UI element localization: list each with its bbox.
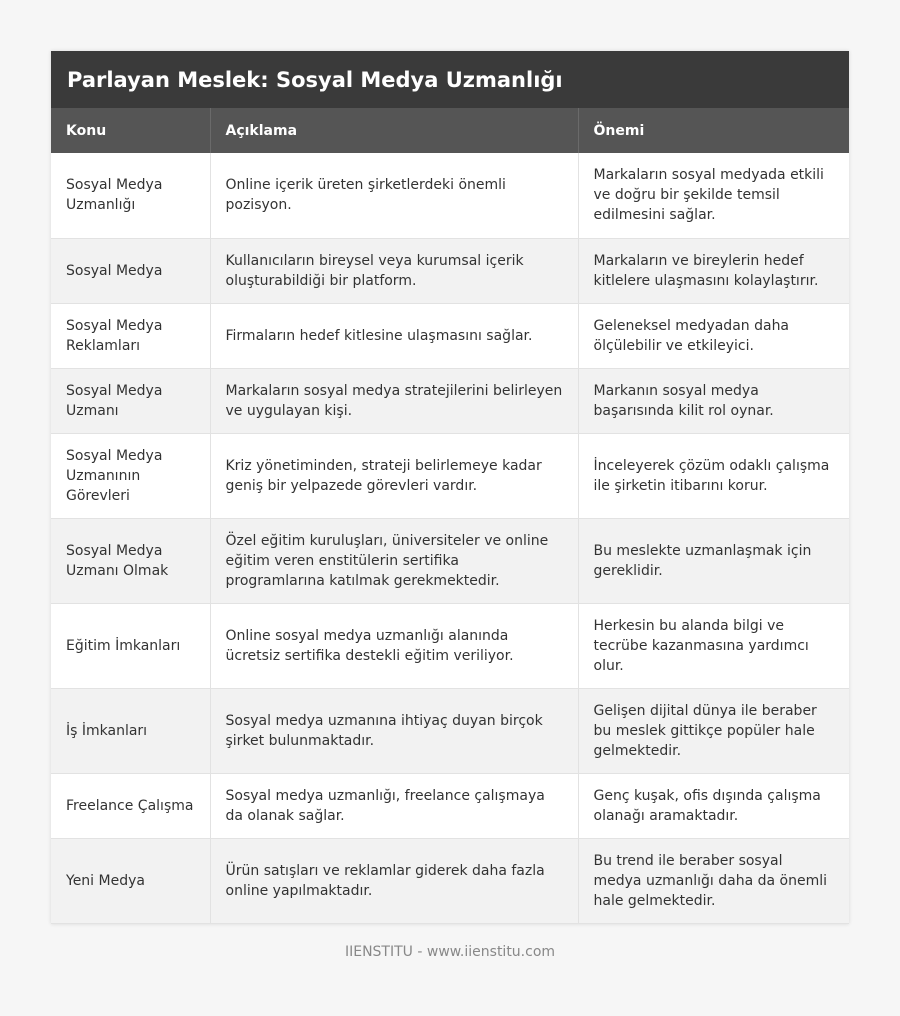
cell-onemi: Markaların sosyal medyada etkili ve doğru bir şekilde temsil edilmesini sağlar. xyxy=(578,153,849,238)
table-row xyxy=(51,368,849,433)
cell-onemi: Markaların ve bireylerin hedef kitlelere ulaşmasını kolaylaştırır. xyxy=(578,238,849,303)
page-title: Parlayan Meslek: Sosyal Medya Uzmanlığı xyxy=(51,51,849,108)
table-row xyxy=(51,303,849,368)
cell-onemi: Genç kuşak, ofis dışında çalışma olanağı aramaktadır. xyxy=(578,773,849,838)
cell-konu: Sosyal Medya Uzmanlığı xyxy=(51,153,210,238)
cell-aciklama: Sosyal medya uzmanına ihtiyaç duyan birçok şirket bulunmaktadır. xyxy=(210,688,578,773)
table-row xyxy=(51,773,849,838)
table-header-row xyxy=(51,108,849,153)
table-row xyxy=(51,838,849,923)
cell-konu: Sosyal Medya Uzmanının Görevleri xyxy=(51,433,210,518)
cell-konu: Sosyal Medya Uzmanı xyxy=(51,368,210,433)
table-row xyxy=(51,153,849,238)
cell-aciklama: Firmaların hedef kitlesine ulaşmasını sağlar. xyxy=(210,303,578,368)
cell-konu: Sosyal Medya xyxy=(51,238,210,303)
cell-konu: Sosyal Medya Uzmanı Olmak xyxy=(51,518,210,603)
cell-konu: Yeni Medya xyxy=(51,838,210,923)
table-row xyxy=(51,433,849,518)
cell-onemi: Bu meslekte uzmanlaşmak için gereklidir. xyxy=(578,518,849,603)
cell-konu: Sosyal Medya Reklamları xyxy=(51,303,210,368)
table-row xyxy=(51,603,849,688)
info-table xyxy=(51,108,849,924)
table-row xyxy=(51,688,849,773)
table-card xyxy=(51,51,849,924)
cell-aciklama: Kullanıcıların bireysel veya kurumsal içerik oluşturabildiği bir platform. xyxy=(210,238,578,303)
cell-onemi: İnceleyerek çözüm odaklı çalışma ile şirketin itibarını korur. xyxy=(578,433,849,518)
column-header-onemi: Önemi xyxy=(578,108,849,153)
cell-aciklama: Online içerik üreten şirketlerdeki önemli pozisyon. xyxy=(210,153,578,238)
cell-onemi: Gelişen dijital dünya ile beraber bu meslek gittikçe popüler hale gelmektedir. xyxy=(578,688,849,773)
cell-onemi: Markanın sosyal medya başarısında kilit rol oynar. xyxy=(578,368,849,433)
table-row xyxy=(51,238,849,303)
column-header-aciklama: Açıklama xyxy=(210,108,578,153)
table-row xyxy=(51,518,849,603)
column-header-konu: Konu xyxy=(51,108,210,153)
footer-credit: IIENSTITU - www.iienstitu.com xyxy=(344,944,556,960)
cell-konu: Eğitim İmkanları xyxy=(51,603,210,688)
cell-konu: İş İmkanları xyxy=(51,688,210,773)
cell-aciklama: Sosyal medya uzmanlığı, freelance çalışmaya da olanak sağlar. xyxy=(210,773,578,838)
cell-onemi: Bu trend ile beraber sosyal medya uzmanlığı daha da önemli hale gelmektedir. xyxy=(578,838,849,923)
cell-aciklama: Kriz yönetiminden, strateji belirlemeye kadar geniş bir yelpazede görevleri vardır. xyxy=(210,433,578,518)
cell-onemi: Herkesin bu alanda bilgi ve tecrübe kazanmasına yardımcı olur. xyxy=(578,603,849,688)
cell-konu: Freelance Çalışma xyxy=(51,773,210,838)
cell-aciklama: Özel eğitim kuruluşları, üniversiteler ve online eğitim veren enstitülerin sertifika programlarına katılmak gerekmektedir. xyxy=(210,518,578,603)
cell-onemi: Geleneksel medyadan daha ölçülebilir ve etkileyici. xyxy=(578,303,849,368)
cell-aciklama: Markaların sosyal medya stratejilerini belirleyen ve uygulayan kişi. xyxy=(210,368,578,433)
cell-aciklama: Ürün satışları ve reklamlar giderek daha fazla online yapılmaktadır. xyxy=(210,838,578,923)
cell-aciklama: Online sosyal medya uzmanlığı alanında ücretsiz sertifika destekli eğitim veriliyor. xyxy=(210,603,578,688)
